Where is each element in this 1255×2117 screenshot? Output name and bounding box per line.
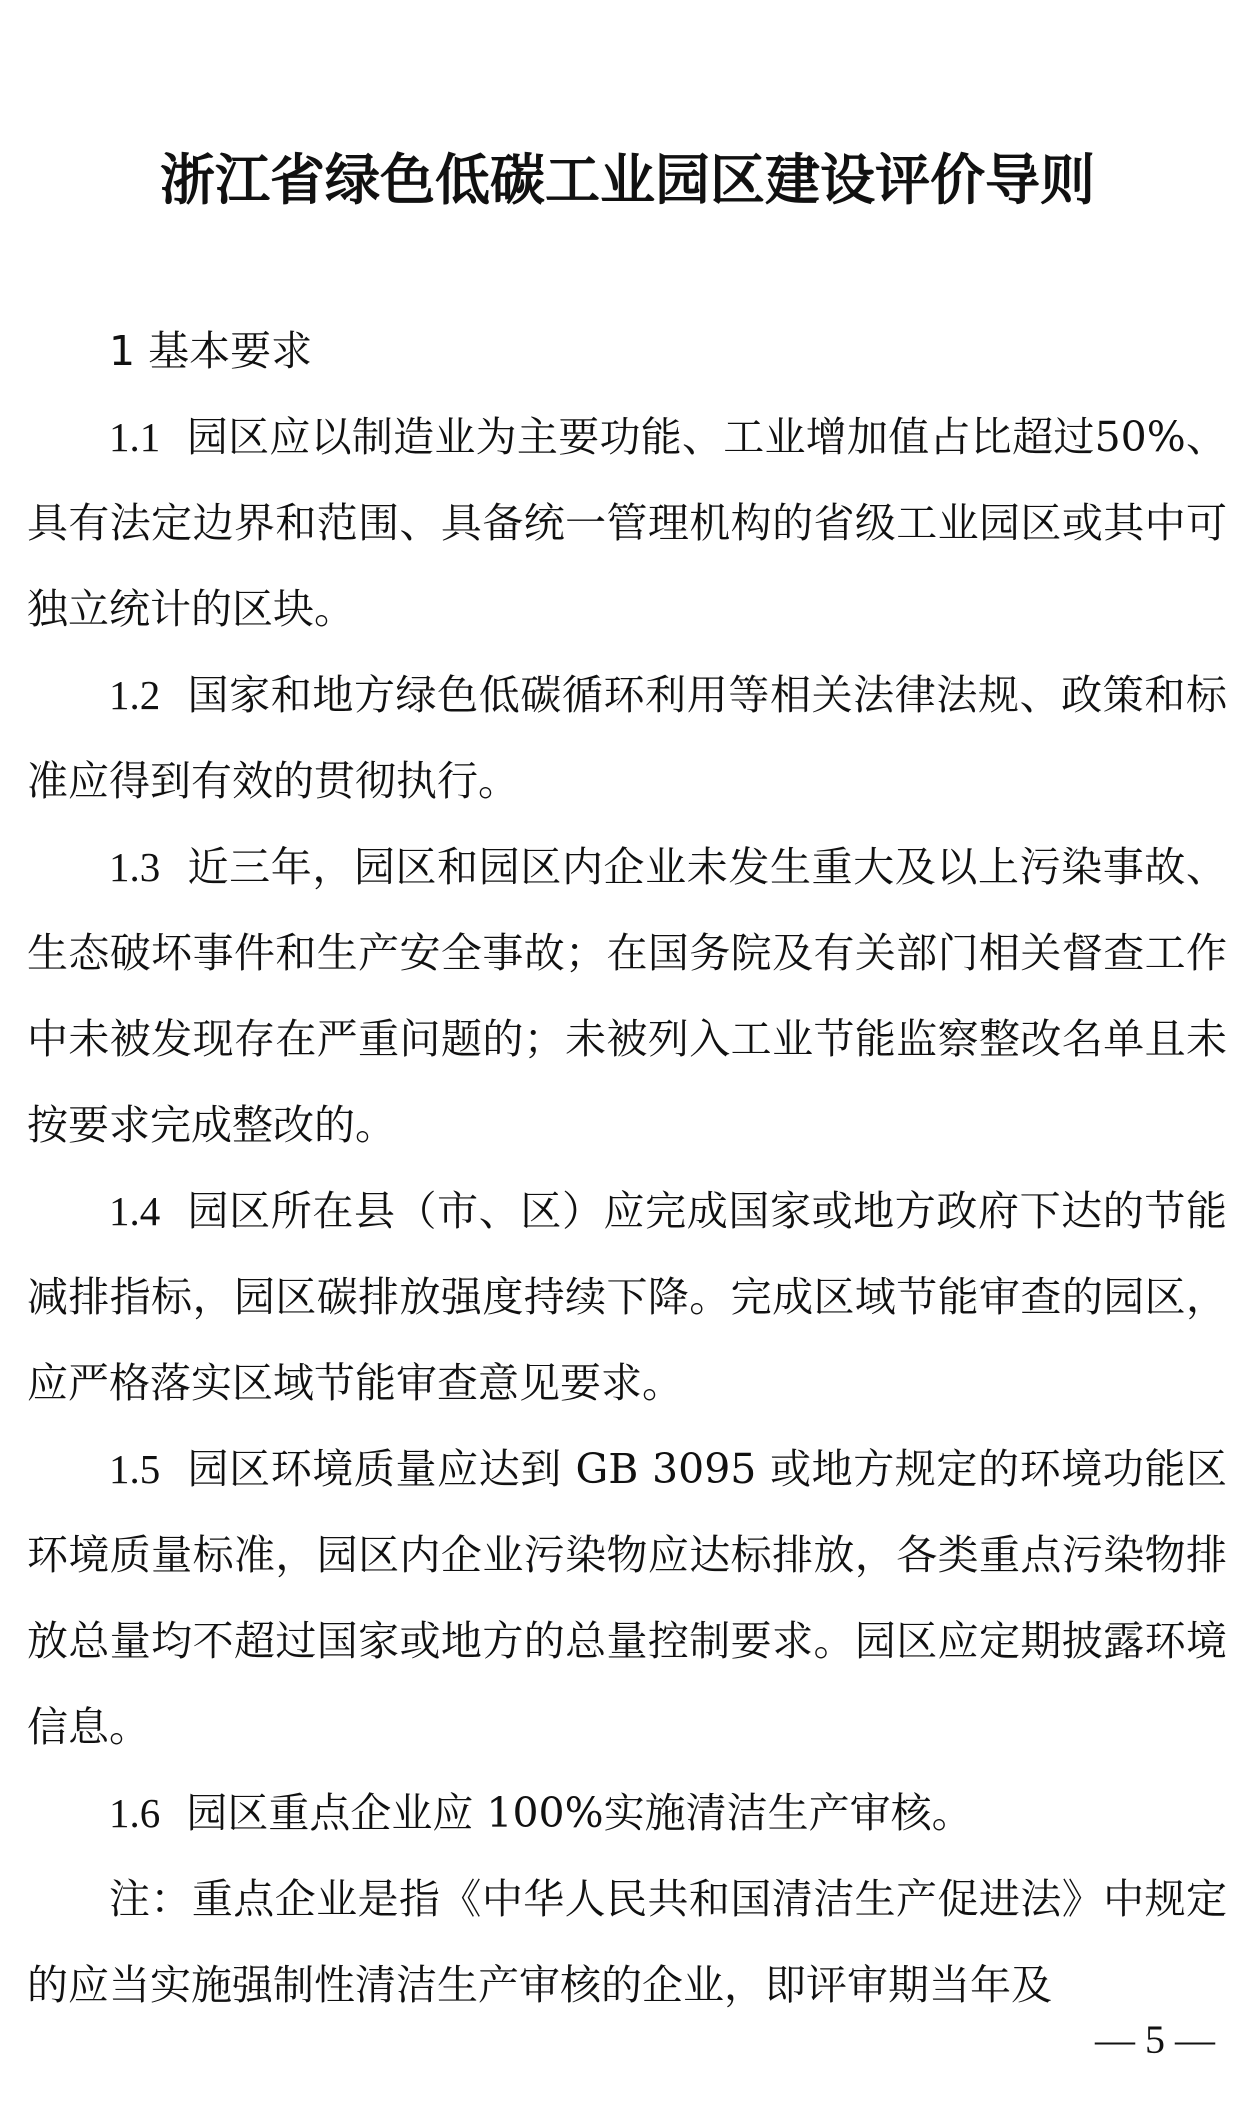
clause-text: 园区所在县（市、区）应完成国家或地方政府下达的节能减排指标，园区碳排放强度持续下降。完成区域节能审查的园区，应严格落实区域节能审查意见要求。 <box>27 1187 1227 1407</box>
clause-text: 近三年，园区和园区内企业未发生重大及以上污染事故、生态破坏事件和生产安全事故；在国务院及有关部门相关督查工作中未被发现存在严重问题的；未被列入工业节能监察整改名单且未按要求完成整改的。 <box>27 843 1227 1149</box>
clause-1-6 <box>27 1770 1227 1856</box>
clause-text: 园区应以制造业为主要功能、工业增加值占比超过50%、具有法定边界和范围、具备统一管理机构的省级工业园区或其中可独立统计的区块。 <box>27 413 1227 633</box>
note-text: 重点企业是指《中华人民共和国清洁生产促进法》中规定的应当实施强制性清洁生产审核的企业，即评审期当年及 <box>27 1875 1228 2009</box>
document-title: 浙江省绿色低碳工业园区建设评价导则 <box>159 148 1095 212</box>
clause-1-1 <box>27 394 1227 652</box>
document-body <box>27 308 1227 2028</box>
note-label: 注： <box>109 1875 192 1923</box>
clause-number: 1.5 <box>109 1446 161 1492</box>
clause-number: 1.3 <box>109 844 161 890</box>
clause-text: 园区环境质量应达到 GB 3095 或地方规定的环境功能区环境质量标准，园区内企业污染物应达标排放，各类重点污染物排放总量均不超过国家或地方的总量控制要求。园区应定期披露环境信息。 <box>27 1445 1227 1751</box>
clause-text: 国家和地方绿色低碳循环利用等相关法律法规、政策和标准应得到有效的贯彻执行。 <box>27 671 1227 805</box>
clause-1-2 <box>27 652 1227 824</box>
clause-1-3 <box>27 824 1227 1168</box>
note-paragraph <box>27 1856 1227 2028</box>
clause-number: 1.1 <box>109 414 161 460</box>
clause-number: 1.2 <box>109 672 161 718</box>
page-number: — 5 — <box>1095 2017 1215 2062</box>
clause-text: 园区重点企业应 100%实施清洁生产审核。 <box>186 1789 973 1837</box>
clause-number: 1.4 <box>109 1188 161 1234</box>
clause-1-5 <box>27 1426 1227 1770</box>
clause-number: 1.6 <box>109 1790 161 1836</box>
clause-1-4 <box>27 1168 1227 1426</box>
section-heading: 1 基本要求 <box>109 327 313 375</box>
